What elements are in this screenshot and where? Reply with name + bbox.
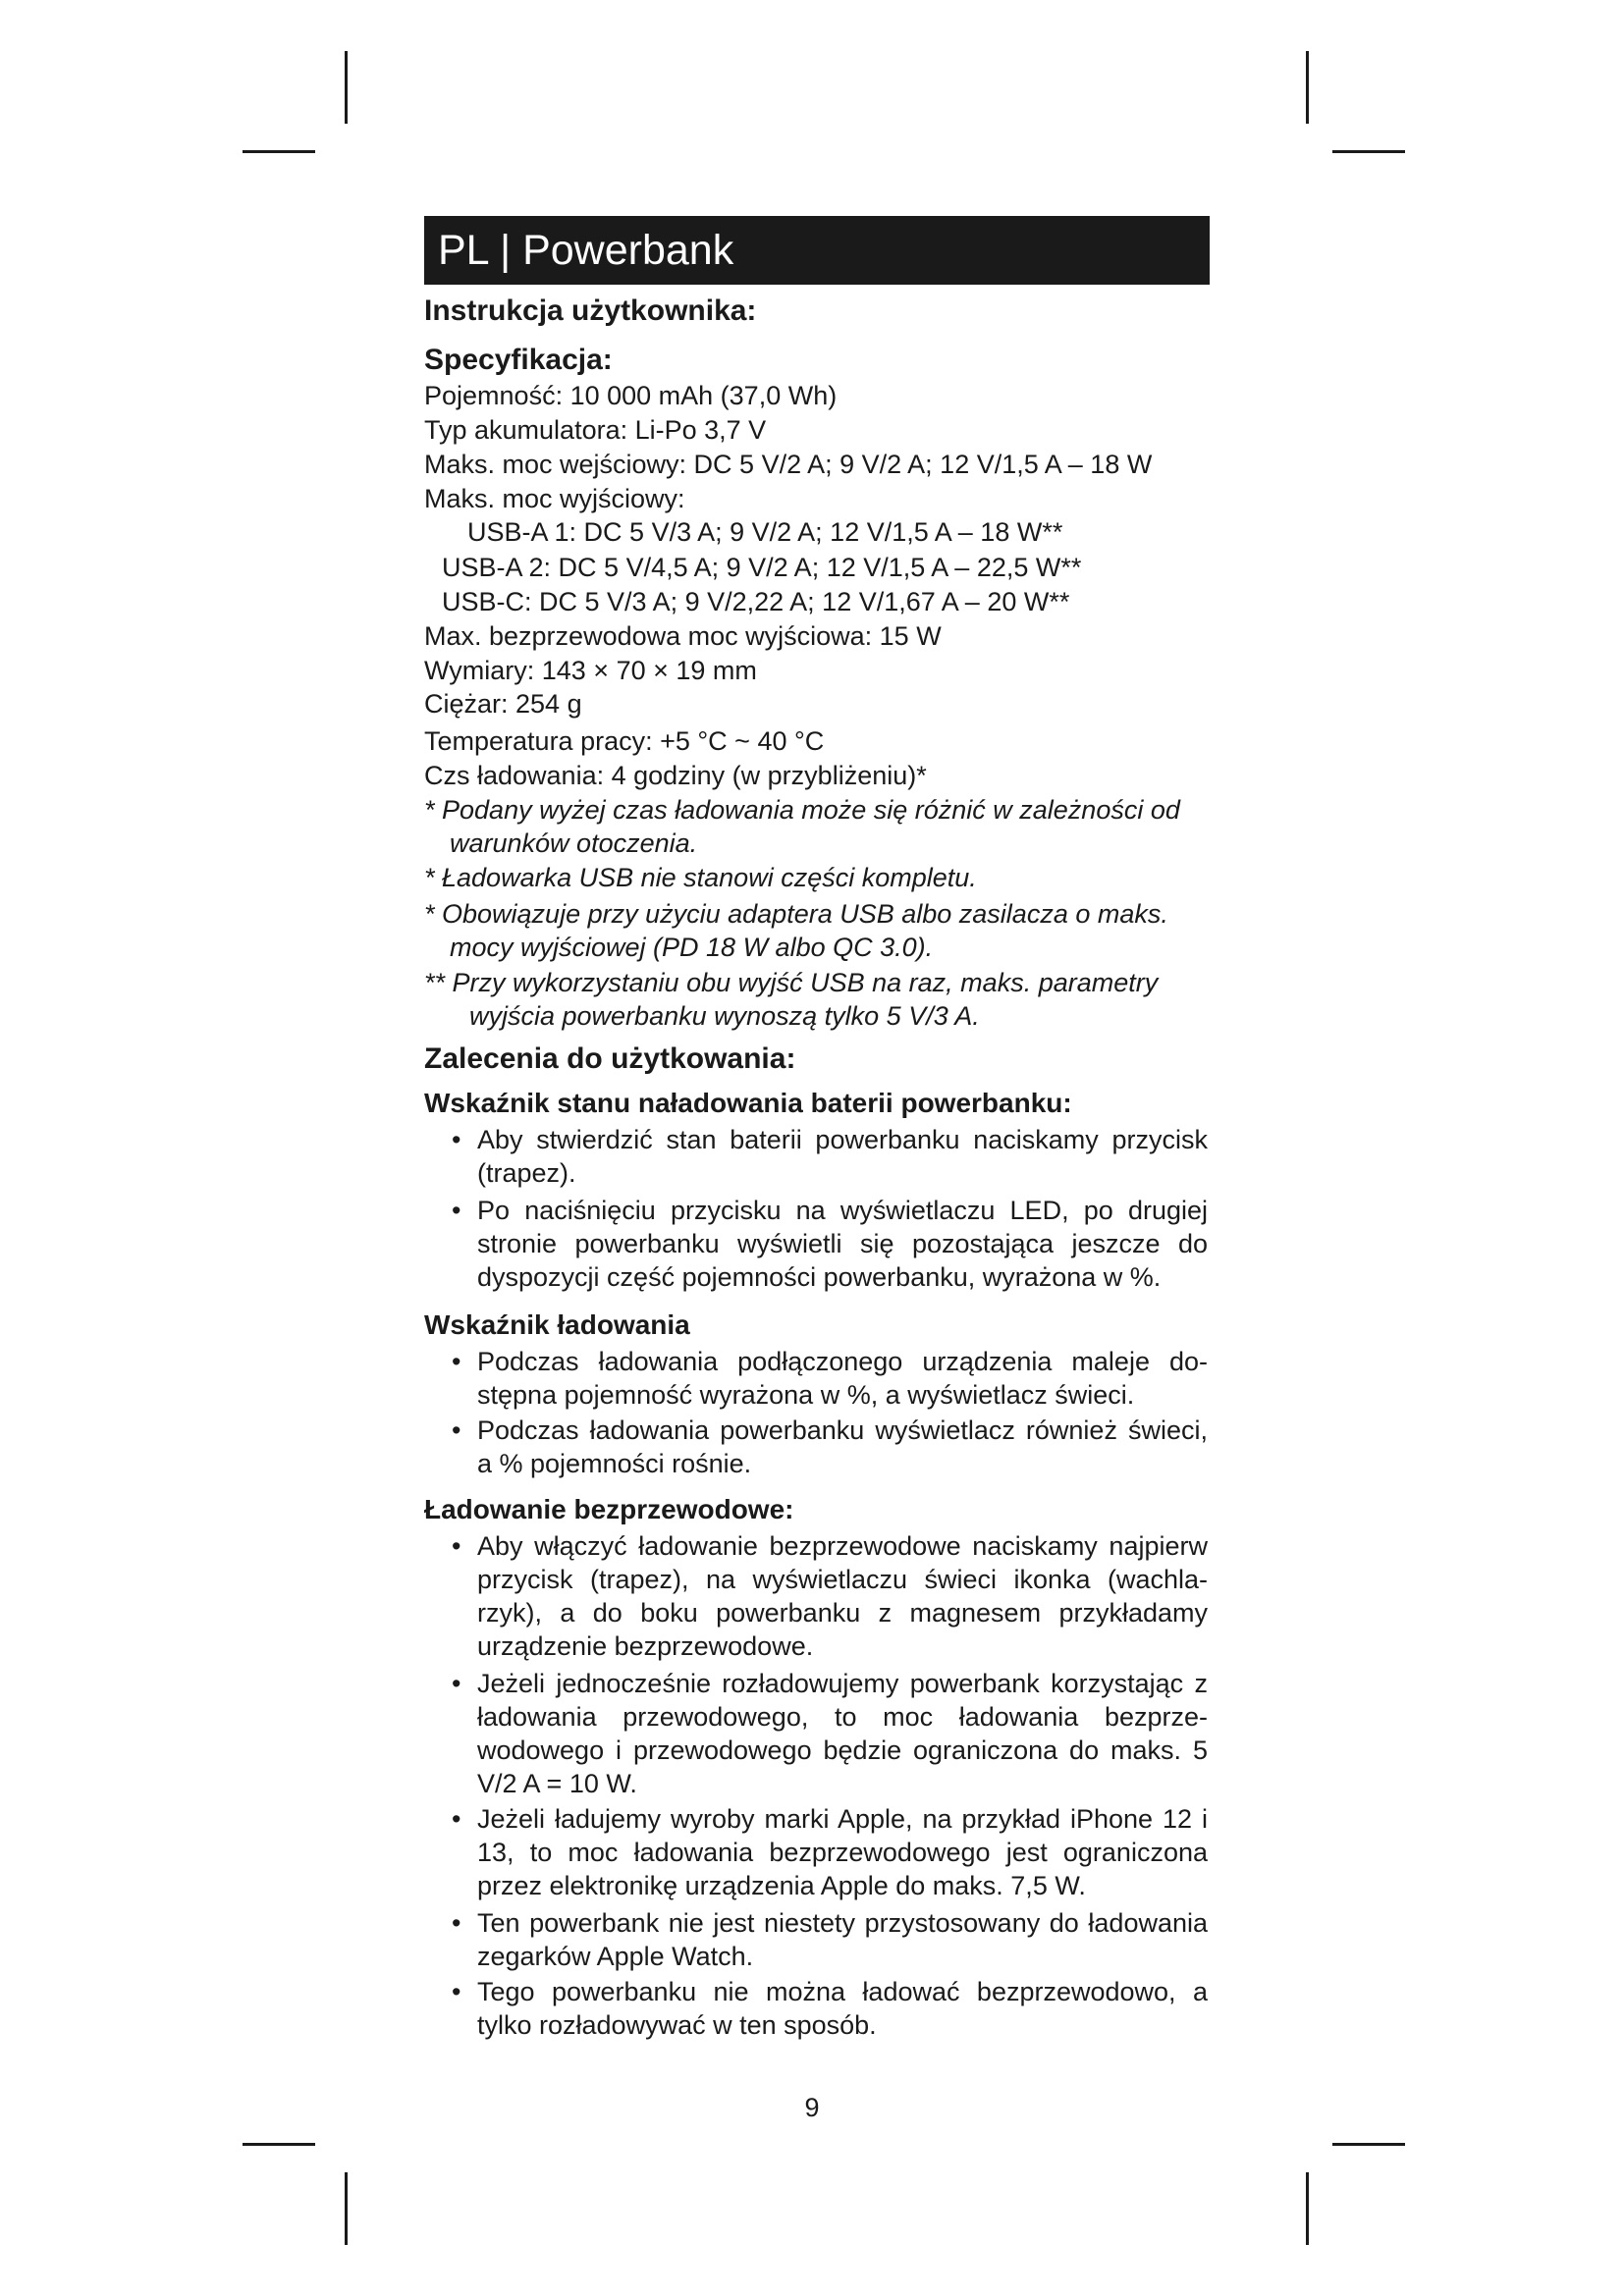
list-item — [452, 1414, 1208, 1480]
usage-heading: Zalecenia do użytkowania: — [424, 1042, 796, 1075]
spec-note: mocy wyjściowej (PD 18 W albo QC 3.0). — [450, 933, 934, 962]
list-item — [452, 1345, 1208, 1412]
list-item-text: Tego powerbanku nie można ładować bezprzewodowo, a tylko rozładowywać w ten sposób. — [477, 1977, 1208, 2040]
crop-mark — [1332, 150, 1405, 153]
spec-line: Czs ładowania: 4 godziny (w przybliżeniu)* — [424, 761, 927, 790]
crop-mark — [1306, 2172, 1309, 2245]
spec-line: Wymiary: 143 × 70 × 19 mm — [424, 656, 757, 685]
spec-note: wyjścia powerbanku wynoszą tylko 5 V/3 A. — [469, 1001, 980, 1031]
list-item-text: Ten powerbank nie jest niestety przystosowany do ładowania zegarków Apple Watch. — [477, 1908, 1208, 1971]
list-item-text: Po naciśnięciu przycisku na wyświetlaczu LED, po drugiej stronie powerbanku wyświetli się pozostająca jeszcze do dyspozycji część pojemności powerbanku, wyrażona w %. — [477, 1196, 1208, 1292]
crop-mark — [243, 2143, 315, 2146]
bullet-glyph: • — [452, 1804, 461, 1834]
list-item — [452, 1906, 1208, 1973]
list-item-text: Podczas ładowania podłączonego urządzenia maleje do-stępna pojemność wyrażona w %, a wyświetlacz świeci. — [477, 1347, 1208, 1410]
spec-note: ** Przy wykorzystaniu obu wyjść USB na raz, maks. parametry — [424, 968, 1159, 997]
charging-indicator-heading: Wskaźnik ładowania — [424, 1309, 690, 1340]
spec-line: USB-A 2: DC 5 V/4,5 A; 9 V/2 A; 12 V/1,5 A – 22,5 W** — [442, 553, 1082, 582]
manual-heading: Instrukcja użytkownika: — [424, 294, 757, 327]
spec-line: USB-C: DC 5 V/3 A; 9 V/2,22 A; 12 V/1,67 A – 20 W** — [442, 587, 1070, 616]
list-item-text: Podczas ładowania powerbanku wyświetlacz również świeci, a % pojemności rośnie. — [477, 1415, 1208, 1478]
battery-indicator-heading: Wskaźnik stanu naładowania baterii powerbanku: — [424, 1088, 1072, 1118]
bullet-glyph: • — [452, 1908, 461, 1938]
bullet-glyph: • — [452, 1977, 461, 2006]
bullet-glyph: • — [452, 1531, 461, 1561]
spec-line: Pojemność: 10 000 mAh (37,0 Wh) — [424, 381, 838, 410]
list-item — [452, 1802, 1208, 1902]
spec-line: USB-A 1: DC 5 V/3 A; 9 V/2 A; 12 V/1,5 A – 18 W** — [467, 517, 1063, 547]
bullet-glyph: • — [452, 1415, 461, 1445]
bullet-glyph: • — [452, 1347, 461, 1376]
spec-line: Max. bezprzewodowa moc wyjściowa: 15 W — [424, 621, 942, 651]
bullet-glyph: • — [452, 1196, 461, 1225]
list-item — [452, 1529, 1208, 1663]
bullet-glyph: • — [452, 1125, 461, 1154]
bullet-glyph: • — [452, 1669, 461, 1698]
spec-line: Typ akumulatora: Li-Po 3,7 V — [424, 415, 767, 445]
crop-mark — [243, 150, 315, 153]
spec-line: Maks. moc wejściowy: DC 5 V/2 A; 9 V/2 A; 12 V/1,5 A – 18 W — [424, 450, 1153, 479]
spec-line: Maks. moc wyjściowy: — [424, 484, 685, 513]
spec-note: * Podany wyżej czas ładowania może się różnić w zależności od — [424, 795, 1180, 825]
spec-note: warunków otoczenia. — [450, 828, 698, 858]
spec-line: Ciężar: 254 g — [424, 689, 582, 719]
spec-note: * Ładowarka USB nie stanowi części kompletu. — [424, 863, 977, 892]
list-item-text: Aby włączyć ładowanie bezprzewodowe naciskamy najpierw przycisk (trapez), na wyświetlaczu świeci ikonka (wachla-rzyk), a do boku powerbanku z magnesem przykładamy urządzenie bezprzewodowe. — [477, 1531, 1208, 1661]
crop-mark — [345, 2172, 348, 2245]
crop-mark — [1332, 2143, 1405, 2146]
list-item — [452, 1123, 1208, 1190]
list-item-text: Jeżeli jednocześnie rozładowujemy powerbank korzystając z ładowania przewodowego, to moc ładowania bezprze-wodowego i przewodowego będzie ograniczona do maks. 5 V/2 A = 10 W. — [477, 1669, 1208, 1798]
spec-heading: Specyfikacja: — [424, 344, 613, 376]
spec-note: * Obowiązuje przy użyciu adaptera USB albo zasilacza o maks. — [424, 899, 1168, 929]
crop-mark — [1306, 51, 1309, 124]
page-number: 9 — [804, 2093, 820, 2122]
spec-line: Temperatura pracy: +5 °C ~ 40 °C — [424, 726, 825, 756]
list-item — [452, 1194, 1208, 1294]
list-item-text: Jeżeli ładujemy wyroby marki Apple, na przykład iPhone 12 i 13, to moc ładowania bezprzewodowego jest ograniczona przez elektronikę urządzenia Apple do maks. 7,5 W. — [477, 1804, 1208, 1900]
list-item-text: Aby stwierdzić stan baterii powerbanku naciskamy przycisk (trapez). — [477, 1125, 1208, 1188]
crop-mark — [345, 51, 348, 124]
wireless-heading: Ładowanie bezprzewodowe: — [424, 1494, 794, 1524]
list-item — [452, 1667, 1208, 1800]
list-item — [452, 1975, 1208, 2042]
page-title: PL | Powerbank — [424, 216, 1210, 285]
